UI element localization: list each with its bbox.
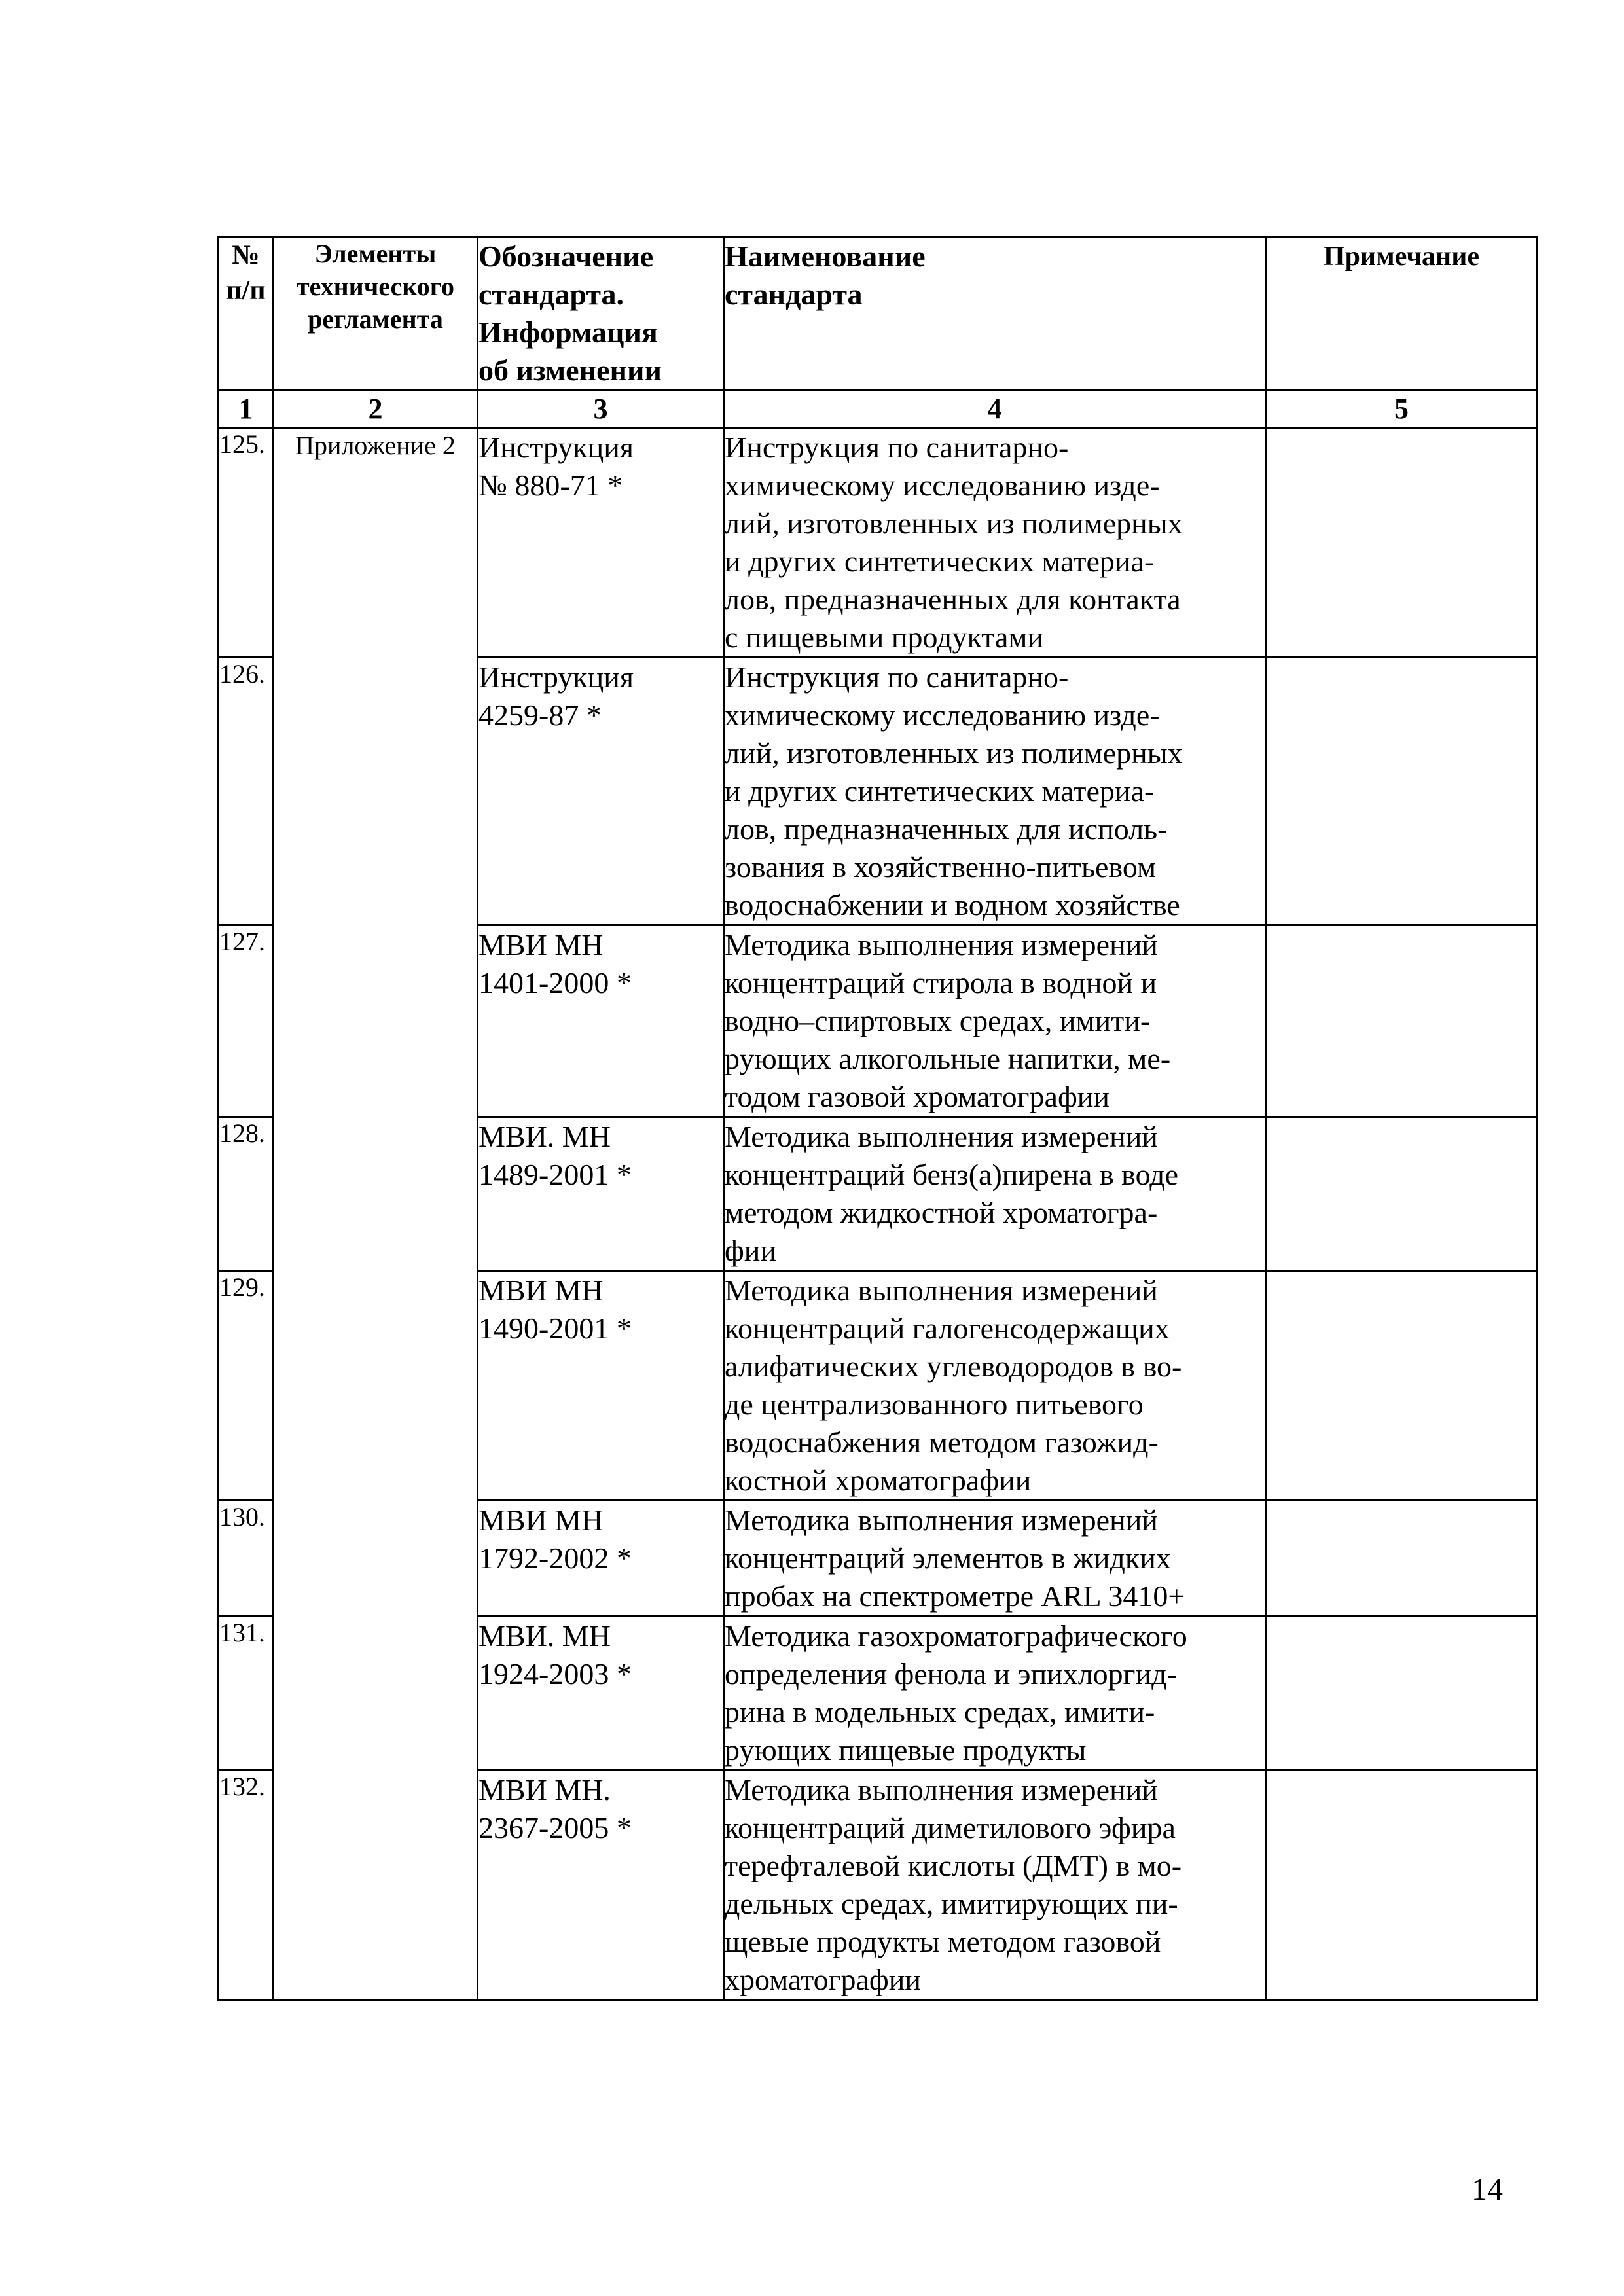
designation-cell: МВИ. МН 1489-2001 * xyxy=(478,1117,724,1271)
name-cell: Методика выполнения измерений концентраций элементов в жидких пробах на спектрометре ARL 3410+ xyxy=(724,1501,1266,1617)
table-row xyxy=(219,428,1538,658)
column-number-5: 5 xyxy=(1266,391,1538,428)
name-cell: Методика выполнения измерений концентраций бенз(а)пирена в воде методом жидкостной хроматогра- фии xyxy=(724,1117,1266,1271)
note-cell xyxy=(1266,925,1538,1117)
row-number: 126. xyxy=(219,658,274,925)
note-cell xyxy=(1266,428,1538,658)
header-designation: Обозначение стандарта. Информация об изменении xyxy=(478,237,724,391)
name-cell: Методика выполнения измерений концентраций галогенсодержащих алифатических углеводородов в во- де централизованного питьевого водоснабжения методом газожид- костной хроматографии xyxy=(724,1271,1266,1501)
designation-cell: МВИ МН. 2367-2005 * xyxy=(478,1770,724,2000)
row-number: 128. xyxy=(219,1117,274,1271)
name-cell: Методика выполнения измерений концентраций стирола в водной и водно–спиртовых средах, имити- рующих алкогольные напитки, ме- тодом газовой хроматографии xyxy=(724,925,1266,1117)
column-number-3: 3 xyxy=(478,391,724,428)
designation-cell: Инструкция 4259-87 * xyxy=(478,658,724,925)
designation-cell: МВИ. МН 1924-2003 * xyxy=(478,1617,724,1770)
designation-cell: МВИ МН 1490-2001 * xyxy=(478,1271,724,1501)
row-number: 127. xyxy=(219,925,274,1117)
name-cell: Инструкция по санитарно- химическому исследованию изде- лий, изготовленных из полимерных и других синтетических материа- лов, предназначенных для контакта с пищевыми продуктами xyxy=(724,428,1266,658)
row-number: 131. xyxy=(219,1617,274,1770)
name-cell: Инструкция по санитарно- химическому исследованию изде- лий, изготовленных из полимерных и других синтетических материа- лов, предназначенных для исполь- зования в хозяйственно-питьевом водоснабжении и водном хозяйстве xyxy=(724,658,1266,925)
element-cell: Приложение 2 xyxy=(274,428,478,2000)
note-cell xyxy=(1266,1271,1538,1501)
row-number: 132. xyxy=(219,1770,274,2000)
row-number: 129. xyxy=(219,1271,274,1501)
header-number: № п/п xyxy=(219,237,274,391)
header-elements: Элементы технического регламента xyxy=(274,237,478,391)
note-cell xyxy=(1266,658,1538,925)
designation-cell: МВИ МН 1401-2000 * xyxy=(478,925,724,1117)
name-cell: Методика газохроматографического определения фенола и эпихлоргид- рина в модельных средах, имити- рующих пищевые продукты xyxy=(724,1617,1266,1770)
note-cell xyxy=(1266,1617,1538,1770)
designation-cell: Инструкция № 880-71 * xyxy=(478,428,724,658)
row-number: 130. xyxy=(219,1501,274,1617)
column-number-2: 2 xyxy=(274,391,478,428)
standards-table xyxy=(217,236,1538,2001)
designation-cell: МВИ МН 1792-2002 * xyxy=(478,1501,724,1617)
page-number: 14 xyxy=(1471,2172,1503,2207)
header-note: Примечание xyxy=(1266,237,1538,391)
column-number-1: 1 xyxy=(219,391,274,428)
note-cell xyxy=(1266,1501,1538,1617)
header-name: Наименование стандарта xyxy=(724,237,1266,391)
note-cell xyxy=(1266,1117,1538,1271)
note-cell xyxy=(1266,1770,1538,2000)
column-number-4: 4 xyxy=(724,391,1266,428)
name-cell: Методика выполнения измерений концентраций диметилового эфира терефталевой кислоты (ДМТ) в мо- дельных средах, имитирующих пи- щевые продукты методом газовой хроматографии xyxy=(724,1770,1266,2000)
row-number: 125. xyxy=(219,428,274,658)
